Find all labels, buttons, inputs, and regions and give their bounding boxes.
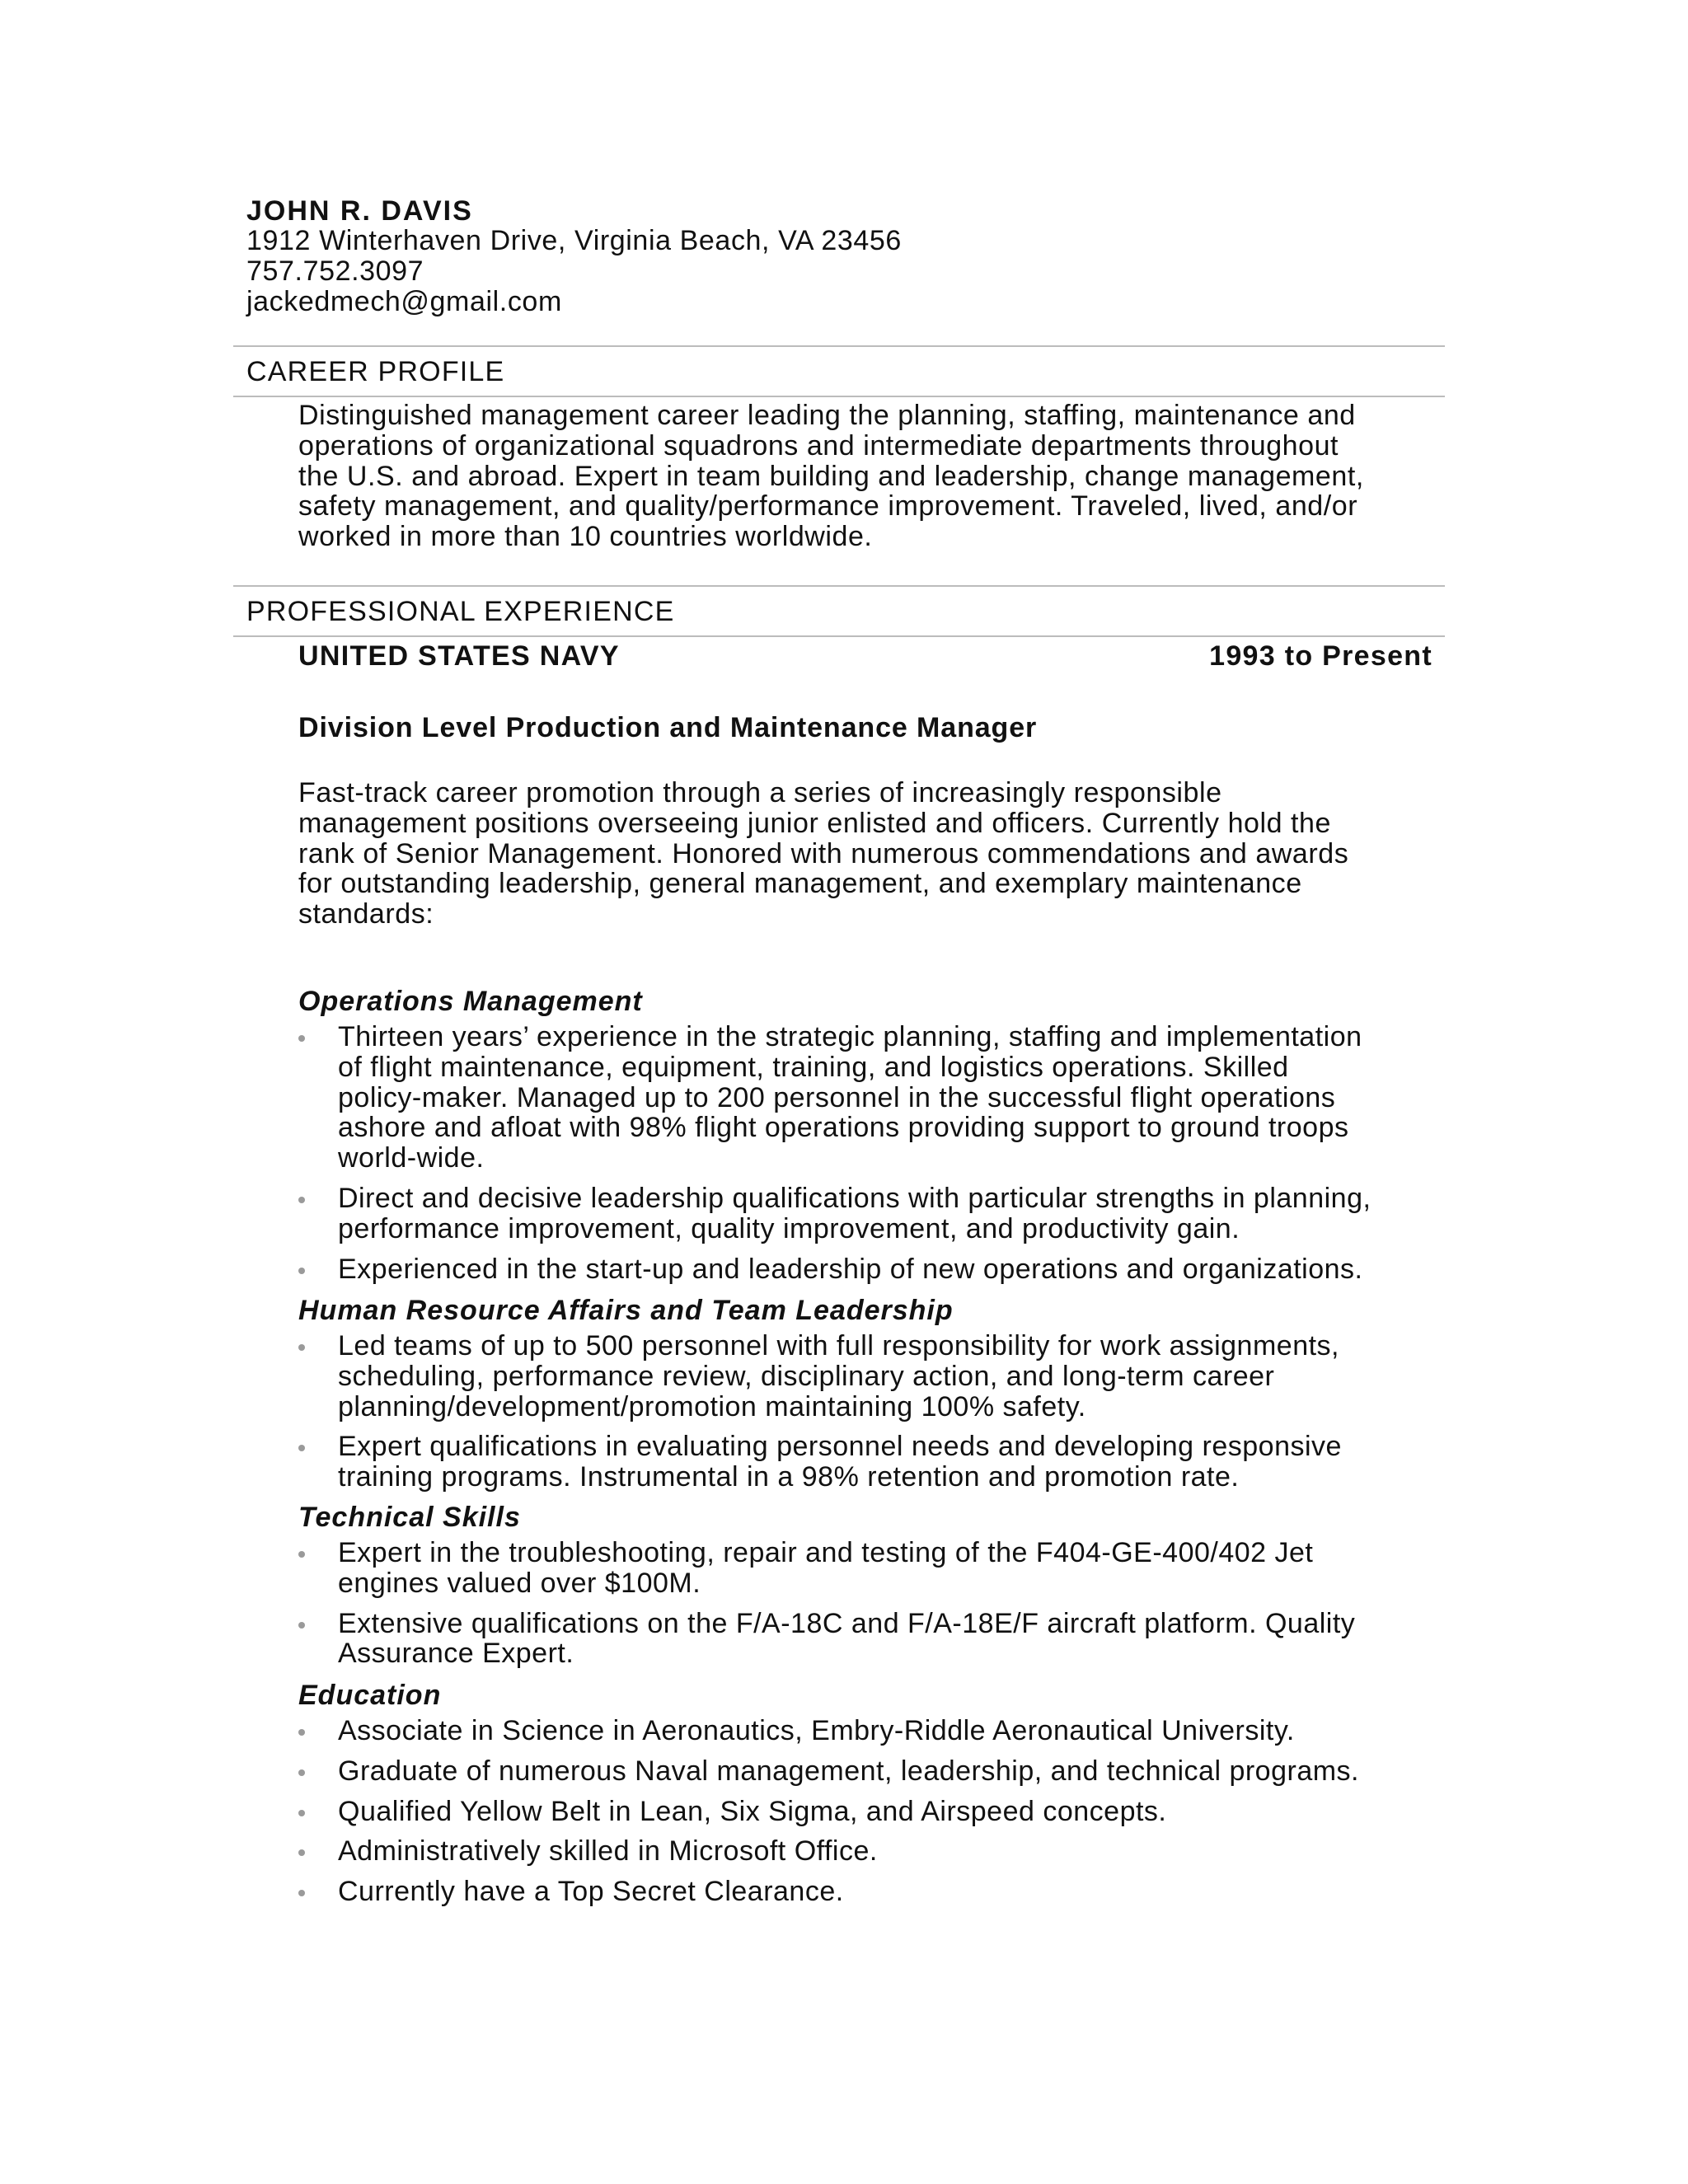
text-line: Graduate of numerous Naval management, leadership, and technical programs. [338, 1755, 1360, 1787]
experience-summary [298, 778, 1436, 930]
text-line: Qualified Yellow Belt in Lean, Six Sigma, and Airspeed concepts. [338, 1795, 1167, 1827]
bullet-icon [298, 1769, 305, 1776]
list-item [298, 1836, 1452, 1867]
career-profile-heading: CAREER PROFILE [246, 356, 505, 387]
text-line: of flight maintenance, equipment, training, and logistics operations. Skilled [338, 1051, 1289, 1083]
subsection-heading: Human Resource Affairs and Team Leadership [298, 1295, 954, 1326]
list-item [298, 1609, 1452, 1670]
text-line: management positions overseeing junior enlisted and officers. Currently hold the [298, 807, 1331, 839]
list-item [298, 1331, 1452, 1422]
divider [233, 585, 1445, 587]
bullet-icon [298, 1729, 305, 1736]
text-line: Distinguished management career leading the planning, staffing, maintenance and [298, 400, 1356, 431]
subsection-heading: Operations Management [298, 986, 643, 1017]
bullet-icon [298, 1268, 305, 1274]
text-line: scheduling, performance review, disciplinary action, and long-term career [338, 1360, 1275, 1392]
career-profile-text [298, 401, 1436, 552]
subsection-heading: Technical Skills [298, 1502, 521, 1533]
text-line: Extensive qualifications on the F/A-18C and F/A-18E/F aircraft platform. Quality [338, 1607, 1356, 1639]
list-item [298, 1756, 1452, 1787]
text-line: worked in more than 10 countries worldwide. [298, 521, 873, 553]
text-line: Assurance Expert. [338, 1638, 574, 1670]
text-line: operations of organizational squadrons and intermediate departments throughout [298, 429, 1339, 462]
list-item [298, 1254, 1452, 1285]
bullet-icon [298, 1344, 305, 1351]
divider [233, 635, 1445, 637]
bullet-icon [298, 1445, 305, 1451]
text-line: standards: [298, 898, 434, 930]
list-item [298, 1022, 1452, 1174]
list-item [298, 1183, 1452, 1244]
text-line: Expert qualifications in evaluating personnel needs and developing responsive [338, 1431, 1342, 1463]
phone-number: 757.752.3097 [246, 255, 424, 287]
text-line: Experienced in the start-up and leadership of new operations and organizations. [338, 1253, 1363, 1285]
text-line: planning/development/promotion maintaining 100% safety. [338, 1390, 1086, 1422]
email-address: jackedmech@gmail.com [246, 286, 562, 317]
address: 1912 Winterhaven Drive, Virginia Beach, VA 23456 [246, 225, 902, 256]
text-line: the U.S. and abroad. Expert in team building and leadership, change management, [298, 460, 1364, 492]
employer-name: UNITED STATES NAVY [298, 640, 620, 672]
text-line: for outstanding leadership, general management, and exemplary maintenance [298, 868, 1302, 900]
text-line: Direct and decisive leadership qualifications with particular strengths in planning, [338, 1182, 1372, 1214]
bullet-icon [298, 1890, 305, 1896]
text-line: Expert in the troubleshooting, repair and testing of the F404-GE-400/402 Jet [338, 1537, 1314, 1568]
bullet-icon [298, 1035, 305, 1042]
text-line: Currently have a Top Secret Clearance. [338, 1876, 844, 1908]
text-line: training programs. Instrumental in a 98% retention and promotion rate. [338, 1461, 1240, 1493]
employment-dates: 1993 to Present [1209, 640, 1432, 672]
bullet-icon [298, 1849, 305, 1856]
text-line: world-wide. [338, 1142, 485, 1174]
text-line: safety management, and quality/performance improvement. Traveled, lived, and/or [298, 490, 1358, 523]
bullet-list [298, 1331, 1452, 1502]
candidate-name: JOHN R. DAVIS [246, 195, 473, 227]
text-line: policy-maker. Managed up to 200 personnel in the successful flight operations [338, 1081, 1336, 1113]
bullet-list [298, 1022, 1452, 1294]
contact-header [246, 196, 902, 317]
divider [233, 396, 1445, 397]
text-line: Associate in Science in Aeronautics, Embry-Riddle Aeronautical University. [338, 1715, 1295, 1746]
text-line: ashore and afloat with 98% flight operations providing support to ground troops [338, 1112, 1349, 1144]
text-line: engines valued over $100M. [338, 1567, 701, 1599]
list-item [298, 1538, 1452, 1599]
bullet-icon [298, 1622, 305, 1629]
text-line: Administratively skilled in Microsoft Office. [338, 1835, 878, 1868]
text-line: performance improvement, quality improvement, and productivity gain. [338, 1212, 1240, 1244]
text-line: Fast-track career promotion through a series of increasingly responsible [298, 777, 1222, 808]
professional-experience-heading: PROFESSIONAL EXPERIENCE [246, 596, 675, 627]
list-item [298, 1716, 1452, 1746]
text-line: rank of Senior Management. Honored with numerous commendations and awards [298, 837, 1349, 869]
list-item [298, 1432, 1452, 1493]
bullet-list [298, 1538, 1452, 1679]
divider [233, 345, 1445, 347]
bullet-icon [298, 1551, 305, 1558]
bullet-icon [298, 1197, 305, 1203]
subsection-heading: Education [298, 1680, 442, 1711]
text-line: Thirteen years’ experience in the strategic planning, staffing and implementation [338, 1021, 1362, 1052]
list-item [298, 1877, 1452, 1907]
bullet-list [298, 1716, 1452, 1917]
list-item [298, 1797, 1452, 1827]
bullet-icon [298, 1810, 305, 1816]
text-line: Led teams of up to 500 personnel with full responsibility for work assignments, [338, 1330, 1339, 1361]
job-title: Division Level Production and Maintenance Manager [298, 712, 1038, 743]
